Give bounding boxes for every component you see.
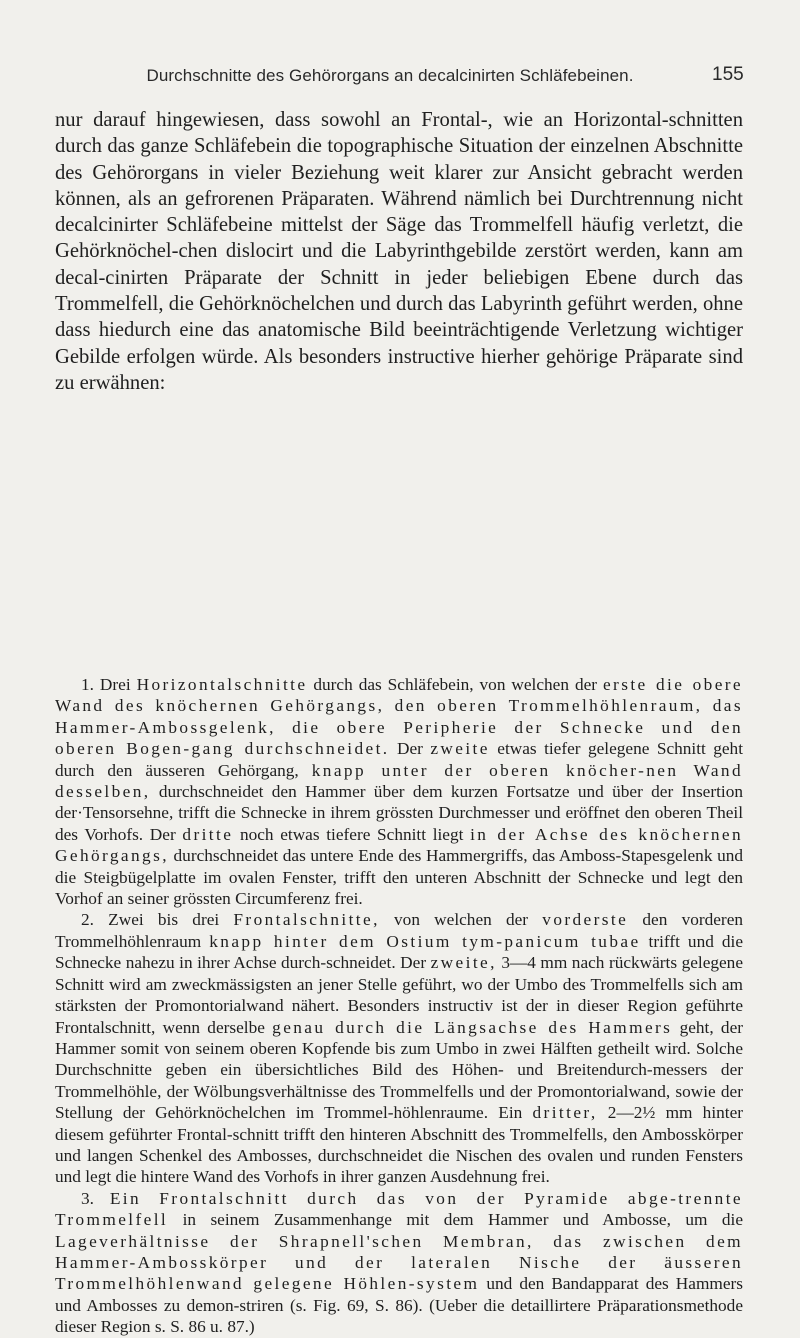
- intro-paragraph-block: [55, 107, 743, 396]
- list-item-text: durch das Schläfebein, von welchen der: [307, 675, 603, 694]
- list-item-text: noch etwas tiefere Schnitt liegt: [233, 824, 471, 844]
- spaced-emphasis-text: knapp hinter dem Ostium tym-panicum tubae: [209, 931, 641, 951]
- spaced-emphasis-text: zweite: [430, 739, 490, 759]
- list-item-text: in seinem Zusammenhange mit dem Hammer und Ambosse, um die: [168, 1210, 743, 1230]
- list-item-text: von welchen der: [379, 910, 543, 930]
- intro-paragraph: nur darauf hingewiesen, dass sowohl an Frontal-, wie an Horizontal-schnitten durch das ganze Schläfebein die topographische Situation der einzelnen Abschnitte des Gehörorgans in vieler Beziehung weit klarer zur Ansicht gebracht werden können, als an gefrorenen Präparaten. Während nämlich bei Durchtrennung nicht decalcinirter Schläfebeine mittelst der Säge das Trommelfell häufig verletzt, die Gehörknöchel-chen dislocirt und die Labyrinthgebilde zerstört werden, kann am decal-cinirten Präparate der Schnitt in jeder beliebigen Ebene durch das Trommelfell, die Gehörknöchelchen und durch das Labyrinth geführt werden, ohne dass hiedurch eine das anatomische Bild beeinträchtigende Verletzung wichtiger Gebilde erfolgen würde. Als besonders instructive hierher gehörige Präparate sind zu erwähnen:: [55, 109, 743, 394]
- list-item-text: 1. Drei: [81, 675, 137, 694]
- numbered-list: [55, 674, 743, 1338]
- spaced-emphasis-text: Horizontalschnitte: [136, 675, 308, 694]
- list-item-text: 2. Zwei bis drei: [81, 910, 234, 930]
- list-item-text: durchschneidet das untere Ende des Hammergriffs, das Amboss-Stapesgelenk und die Steigbügelplatte im ovalen Fenster, trifft den unteren Abschnitt der Schnecke und legt den Vorhof an seiner grössten Circumferenz frei.: [55, 846, 743, 909]
- spaced-emphasis-text: genau durch die Längsachse des Hammers: [272, 1017, 673, 1037]
- list-item-text: geht, der Hammer somit von seinem oberen Kopfende bis zum Umbo in zwei Hälften getheilt wird. Solche Durchschnitte geben ein übersichtliches Bild des Höhen- und Breitendurch-messers der Trommelhöhle, der Wölbungsverhältnisse des Trommelfells und der Promontorialwand, sowie der Stellung der Gehörknöchelchen im Trommel-höhlenraume. Ein: [55, 1017, 743, 1123]
- list-item-text: 3—4 mm nach rückwärts gelegene Schnitt wird am zweckmässigsten an jener Stelle geführt, wo der Umbo des Trommelfells sich am stärksten der Promontorialwand nähert. Besonders instructiv ist der in dieser Region geführte Frontalschnitt, wenn derselbe: [55, 953, 743, 1037]
- spaced-emphasis-text: knapp unter der oberen knöcher-nen Wand desselben,: [55, 760, 743, 802]
- list-item-text: Der: [389, 739, 431, 759]
- list-item-text: trifft und die Schnecke nahezu in ihrer Achse durch-schneidet. Der: [55, 931, 743, 973]
- spaced-emphasis-text: Lageverhältnisse der Shrapnell'schen Membran, das zwischen dem Hammer-Ambosskörper und der lateralen Nische der äusseren Trommelhöhlenwand gelegene Höhlen-system: [55, 1231, 743, 1294]
- list-item-text: 2—2½ mm hinter diesem geführter Frontal-schnitt trifft den hinteren Abschnitt des Trommelfells, den Ambosskörper und langen Schenkel des Ambosses, durchschneidet die Nischen des ovalen und runden Fensters und legt die hintere Wand des Vorhofs in ihrer ganzen Ausdehnung frei.: [55, 1103, 743, 1187]
- list-item-text: durchschneidet den Hammer über dem kurzen Fortsatze und über der Insertion der·Tensorsehne, trifft die Schnecke in ihrem grössten Durchmesser und eröffnet den oberen Theil des Vorhofs. Der: [55, 782, 743, 844]
- spaced-emphasis-text: erste die obere Wand des knöchernen Gehörgangs, den oberen Trommelhöhlenraum, das Hammer-Ambossgelenk, die obere Peripherie der Schnecke und den oberen Bogen-gang durchschneidet.: [55, 675, 743, 759]
- spaced-emphasis-text: in der Achse des knöchernen Gehörgangs,: [55, 824, 744, 866]
- list-item-text: 3.: [81, 1188, 110, 1208]
- page-number: 155: [712, 64, 744, 85]
- spaced-emphasis-text: dritter,: [532, 1103, 598, 1123]
- list-item-1: [55, 674, 743, 909]
- list-item-text: etwas tiefer gelegene Schnitt geht durch den äusseren Gehörgang,: [55, 739, 743, 780]
- list-item-2: [55, 909, 743, 1187]
- spaced-emphasis-text: dritte: [182, 824, 234, 844]
- spaced-emphasis-text: Frontalschnitte,: [233, 910, 380, 930]
- list-item-text: und den Bandapparat des Hammers und Ambosses zu demon-striren (s. Fig. 69, S. 86). (Ueber die detaillirtere Präparationsmethode dieser Region s. S. 86 u. 87.): [55, 1274, 743, 1337]
- list-item-3: [55, 1188, 743, 1338]
- spaced-emphasis-text: vorderste: [542, 910, 629, 930]
- list-item-text: den vorderen Trommelhöhlenraum: [55, 910, 743, 951]
- spaced-emphasis-text: Ein Frontalschnitt durch das von der Pyramide abge-trennte Trommelfell: [55, 1188, 743, 1230]
- spaced-emphasis-text: zweite,: [430, 953, 497, 973]
- running-title: Durchschnitte des Gehörorgans an decalcinirten Schläfebeinen.: [146, 66, 634, 85]
